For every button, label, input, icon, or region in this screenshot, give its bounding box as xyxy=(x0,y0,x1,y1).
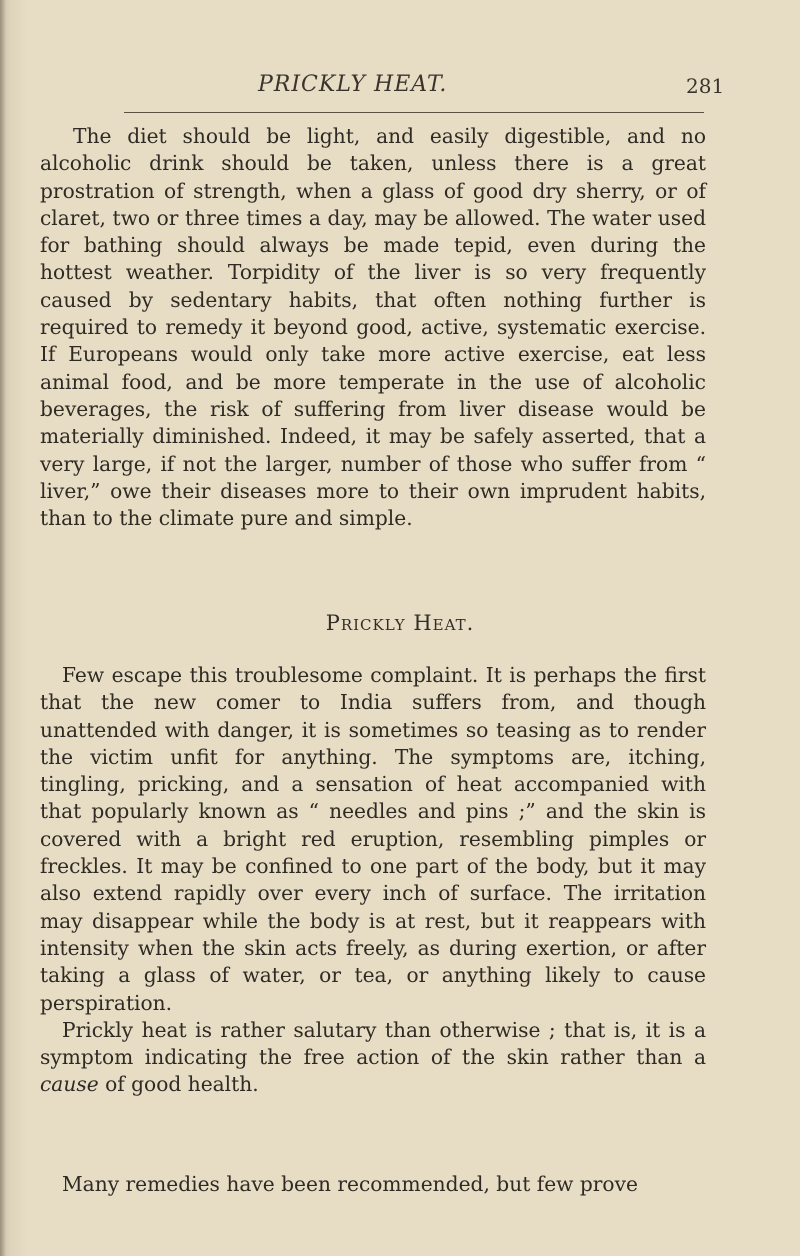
page-number: 281 xyxy=(686,74,725,98)
running-head-title: PRICKLY HEAT. xyxy=(258,72,448,97)
paragraph-salutary xyxy=(40,1017,706,1099)
section-heading: Prickly Heat. xyxy=(325,611,475,635)
salutary-text-before: Prickly heat is rather salutary than otherwise ; that is, it is a symptom indicating the free action of the skin rather than a xyxy=(40,1017,706,1070)
header-rule xyxy=(124,112,704,113)
paragraph-diet-text: The diet should be light, and easily digestible, and no alcoholic drink should be taken, unless there is a great prostration of strength, when a glass of good dry sherry, or of claret, two or three times a day, may be allowed. The water used for bathing should always be made tepid, even during the hottest weather. Torpidity of the liver is so very frequently caused by sedentary habits, that often nothing further is required to remedy it beyond good, active, systematic exercise. If Europeans would only take more active exercise, eat less animal food, and be more temperate in the use of alcoholic beverages, the risk of suffering from liver disease would be materially diminished. Indeed, it may be safely asserted, that a very large, if not the larger, number of those who suffer from “ liver,” owe their diseases more to their own imprudent habits, than to the climate pure and simple. xyxy=(40,124,706,531)
paragraph-remedies xyxy=(40,1171,706,1198)
paragraph-symptoms-text: Few escape this troublesome complaint. It is perhaps the first that the new comer to India suffers from, and though unattended with danger, it is sometimes so teasing as to render the victim unfit for anything. The symptoms are, itching, tingling, pricking, and a sensation of heat accompanied with that popularly known as “ needles and pins ;” and the skin is covered with a bright red eruption, resembling pimples or freckles. It may be confined to one part of the body, but it may also extend rapidly over every inch of surface. The irritation may disappear while the body is at rest, but it reappears with intensity when the skin acts freely, as during exertion, or after taking a glass of water, or tea, or anything likely to cause perspiration. xyxy=(40,663,706,1015)
paragraph-remedies-text: Many remedies have been recommended, but few prove xyxy=(62,1172,638,1196)
paragraph-prickly-heat xyxy=(40,662,706,1099)
paragraph-diet xyxy=(40,123,706,532)
salutary-emphasis: cause xyxy=(40,1072,99,1097)
salutary-text-after: of good health. xyxy=(105,1072,259,1097)
